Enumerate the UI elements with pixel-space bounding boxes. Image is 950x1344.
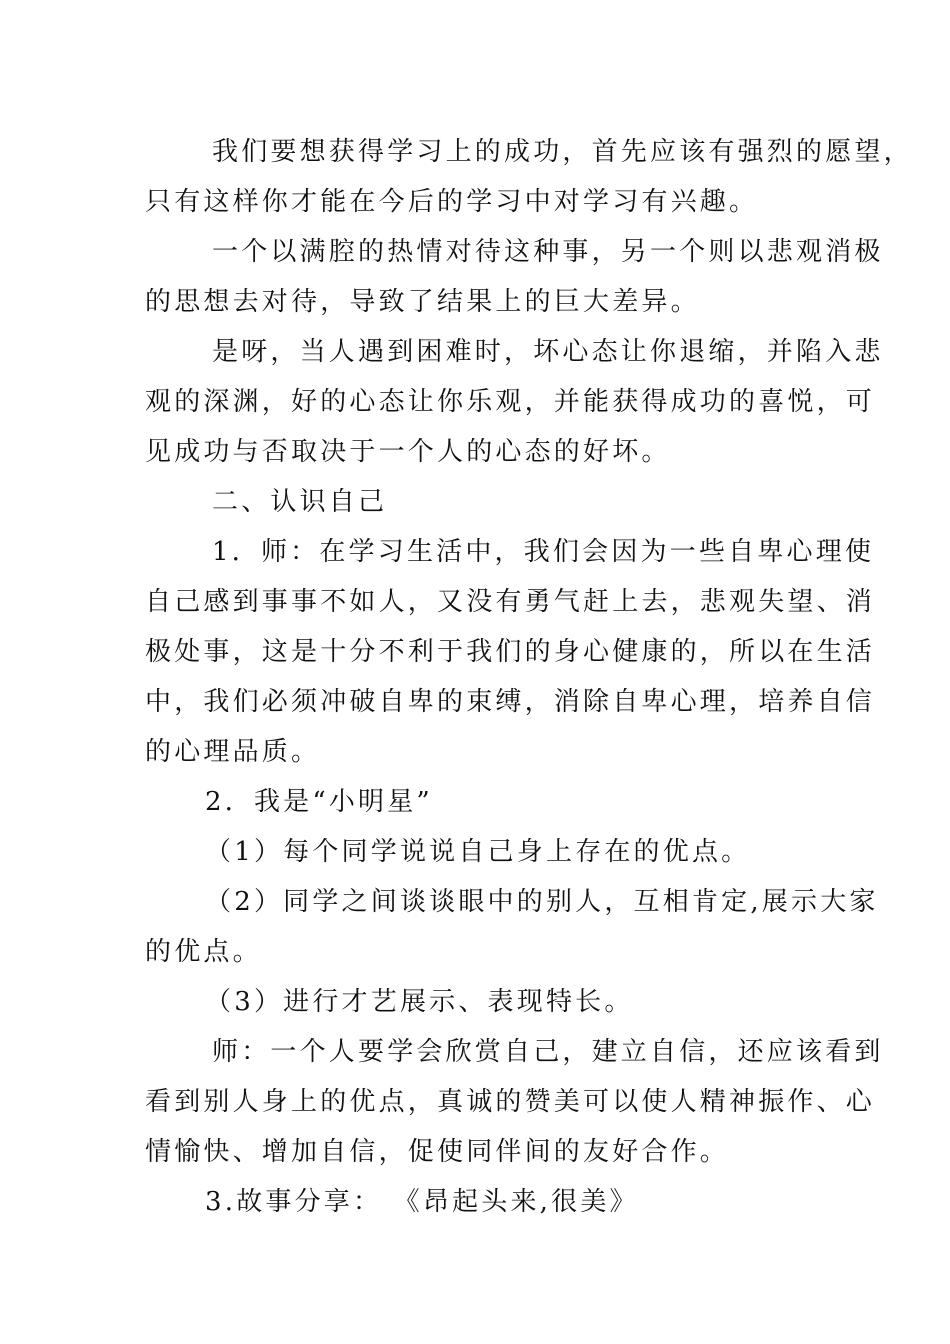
paragraph-line: 情愉快、增加自信，促使同伴间的友好合作。	[145, 1137, 730, 1167]
paragraph-line: 观的深渊，好的心态让你乐观，并能获得成功的喜悦，可	[145, 387, 876, 417]
paragraph-line: 是呀，当人遇到困难时，坏心态让你退缩，并陷入悲	[212, 337, 884, 367]
paragraph-line: 自己感到事事不如人，又没有勇气赶上去，悲观失望、消	[145, 587, 876, 617]
paragraph-line: 的心理品质。	[145, 737, 321, 767]
paragraph-line: 看到别人身上的优点，真诚的赞美可以使人精神振作、心	[145, 1087, 876, 1117]
section-heading: 二、认识自己	[212, 487, 388, 517]
subsection-heading: 2．我是“小明星”	[205, 787, 433, 817]
paragraph-line: 只有这样你才能在今后的学习中对学习有兴趣。	[145, 187, 759, 217]
paragraph-line: 极处事，这是十分不利于我们的身心健康的，所以在生活	[145, 637, 876, 667]
paragraph-line: 我们要想获得学习上的成功，首先应该有强烈的愿望，	[212, 137, 913, 167]
subsection-heading: 3.故事分享： 《昂起头来,很美》	[205, 1187, 639, 1217]
paragraph-line: 师：一个人要学会欣赏自己，建立自信，还应该看到	[212, 1037, 884, 1067]
paragraph-line: 的思想去对待，导致了结果上的巨大差异。	[145, 287, 700, 317]
paragraph-line: 1．师：在学习生活中，我们会因为一些自卑心理使	[212, 537, 875, 567]
paragraph-line: 见成功与否取决于一个人的心态的好坏。	[145, 437, 671, 467]
paragraph-line: 一个以满腔的热情对待这种事，另一个则以悲观消极	[212, 237, 884, 267]
list-item: （3）进行才艺展示、表现特长。	[205, 987, 634, 1017]
paragraph-line: 中，我们必须冲破自卑的束缚，消除自卑心理，培养自信	[145, 687, 876, 717]
list-item: （1）每个同学说说自己身上存在的优点。	[205, 837, 751, 867]
paragraph-line: 的优点。	[145, 937, 262, 967]
list-item: （2）同学之间谈谈眼中的别人，互相肯定,展示大家	[205, 887, 879, 917]
